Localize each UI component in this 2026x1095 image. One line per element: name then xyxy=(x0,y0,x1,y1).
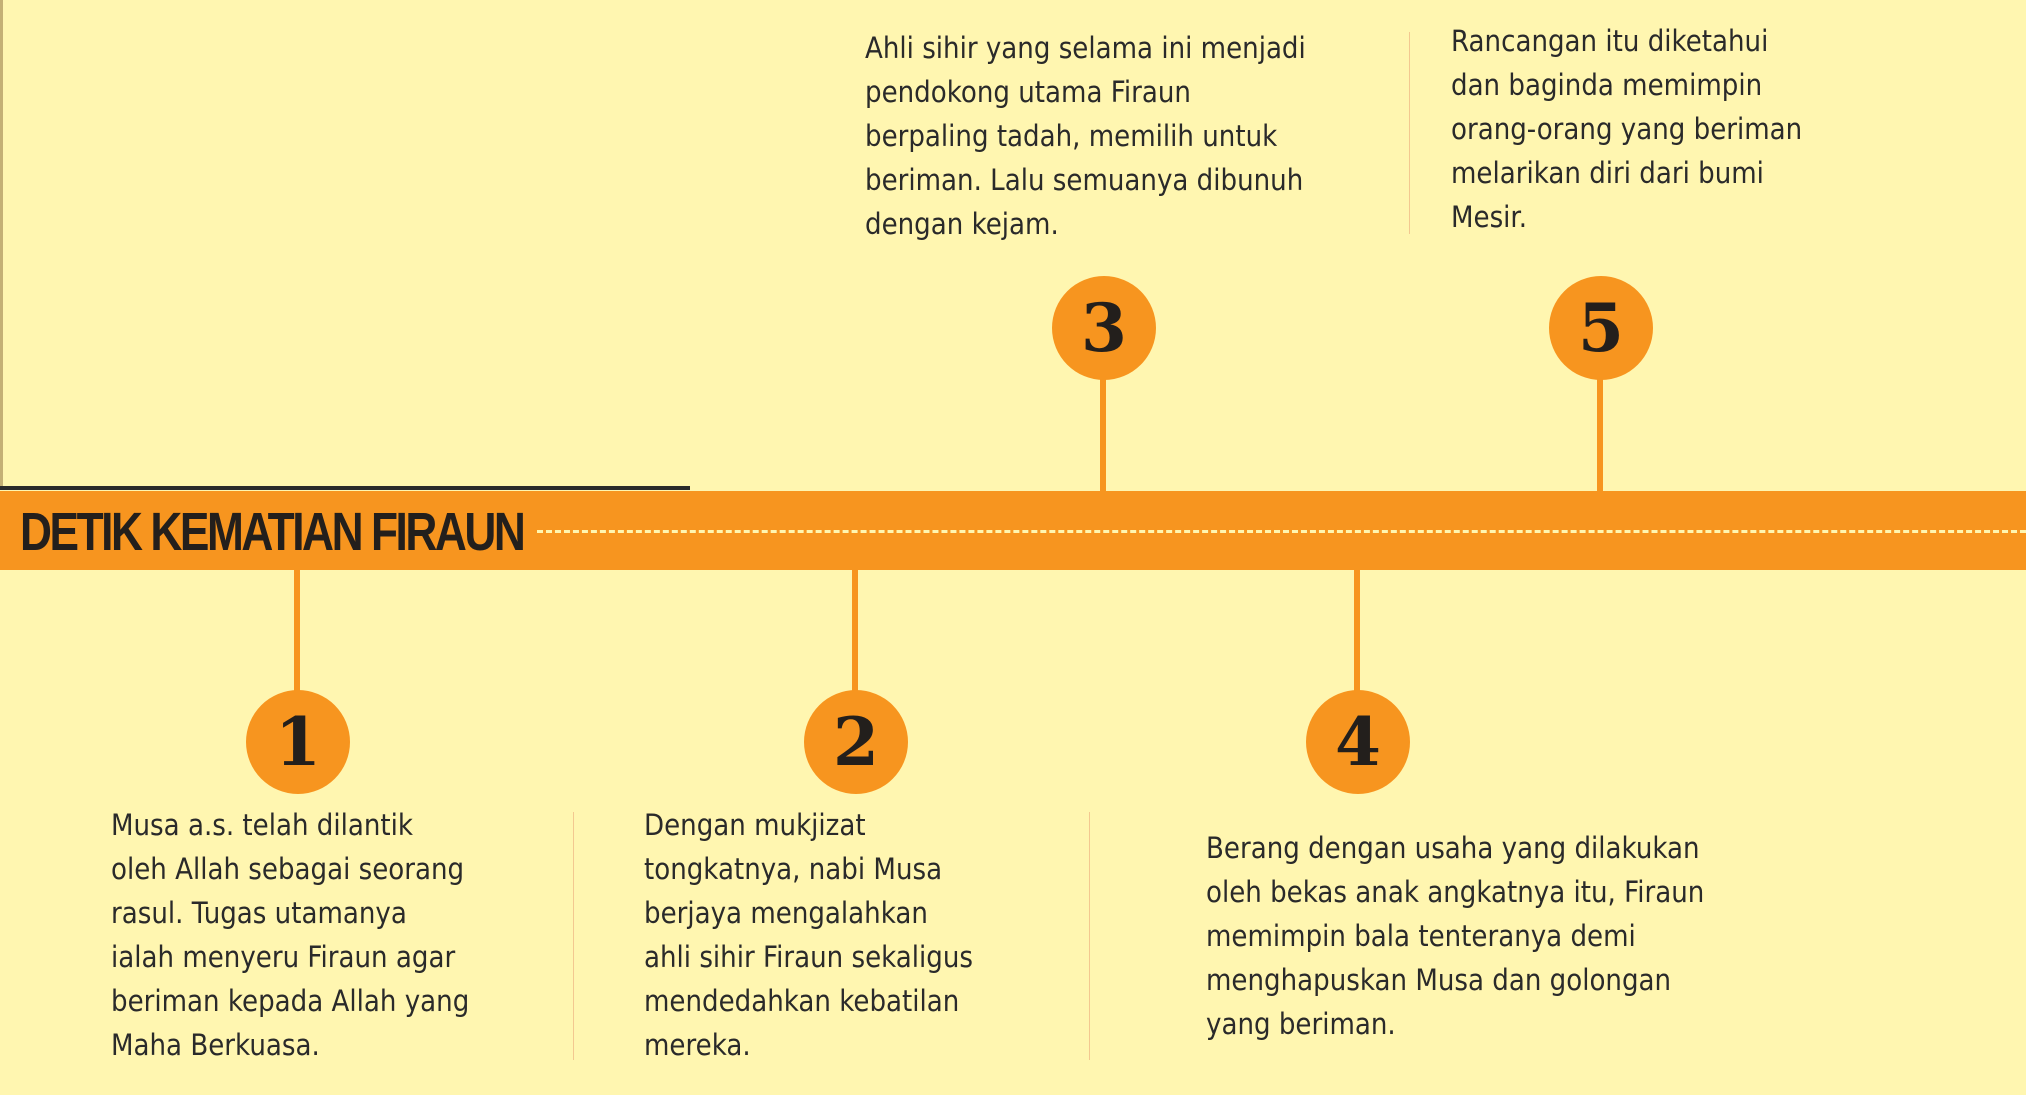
event-1-marker: 1 xyxy=(246,690,350,794)
title-top-rule xyxy=(0,486,690,490)
event-3-text: Ahli sihir yang selama ini menjadi pendokong utama Firaun berpaling tadah, memilih untuk beriman. Lalu semuanya dibunuh dengan kejam. xyxy=(865,31,1306,241)
left-edge-decoration xyxy=(0,0,3,490)
event-5-marker: 5 xyxy=(1549,276,1653,380)
event-5-divider xyxy=(1409,32,1410,234)
timeline-title: DETIK KEMATIAN FIRAUN xyxy=(20,502,524,562)
event-2-text: Dengan mukjizat tongkatnya, nabi Musa berjaya mengalahkan ahli sihir Firaun sekaligus mendedahkan kebatilan mereka. xyxy=(644,808,973,1062)
event-3-stem xyxy=(1100,376,1106,491)
event-2-divider xyxy=(573,812,574,1060)
event-2-marker: 2 xyxy=(804,690,908,794)
event-1-text: Musa a.s. telah dilantik oleh Allah sebagai seorang rasul. Tugas utamanya ialah menyeru Firaun agar beriman kepada Allah yang Maha Berkuasa. xyxy=(111,808,470,1062)
timeline-dashed-line xyxy=(537,530,2026,533)
event-5-stem xyxy=(1597,376,1603,491)
event-4-text: Berang dengan usaha yang dilakukan oleh bekas anak angkatnya itu, Firaun memimpin bala tenteranya demi menghapuskan Musa dan golongan yang beriman. xyxy=(1206,831,1705,1041)
event-4-marker: 4 xyxy=(1306,690,1410,794)
event-5-text: Rancangan itu diketahui dan baginda memimpin orang-orang yang beriman melarikan diri dari bumi Mesir. xyxy=(1451,24,1803,234)
event-4-divider xyxy=(1089,812,1090,1060)
event-4-stem xyxy=(1354,570,1360,692)
event-2-stem xyxy=(852,570,858,692)
event-3-marker: 3 xyxy=(1052,276,1156,380)
event-1-stem xyxy=(294,570,300,692)
